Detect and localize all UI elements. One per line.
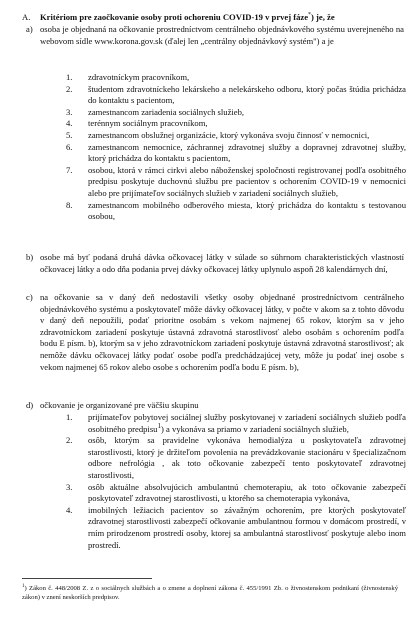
footnote-reference: 1: [157, 421, 162, 430]
list-item-text: študentom zdravotníckeho lekárskeho a nelekárskeho odboru, ktorý počas štúdia prichádza do kontaktu s pacientom,: [88, 83, 406, 106]
criterion-c-marker: c): [26, 292, 33, 302]
list-item-number: 4.: [66, 504, 73, 515]
list-item-text: prijímateľov pobytovej sociálnej služby poskytovanej v zariadení sociálnych služieb podľa osobitného predpisu: [88, 412, 406, 434]
list-item-number: 4.: [66, 118, 73, 129]
list-item-text: zamestnancom zariadenia sociálnych služieb,: [88, 106, 245, 117]
list-item: [66, 72, 406, 84]
list-item-text: terénnym sociálnym pracovníkom,: [88, 118, 208, 129]
footnote: [22, 584, 398, 602]
criterion-b: [26, 252, 404, 275]
footnote-text: ) Zákon č. 448/2008 Z. z o sociálnych službách a o zmene a doplnení zákona č. 455/1991 Zb. o živnostenskom podnikaní (živnostenský zákon) v znení neskorších predpisov.: [22, 585, 398, 601]
section-title: Kritériom pre zaočkovanie osoby proti ochoreniu COVID-19 v prvej fáze: [40, 12, 309, 22]
list-item-text: osôb, ktorým sa pravidelne vykonáva hemodialýza u poskytovateľa zdravotnej starostlivosti, ktorý je držiteľom povolenia na prevádzkovanie stacionáru v špecializačnom odbore nefrológia , ak toto očkovanie zabezpečí tento poskytovateľ zdravotnej starostlivosti,: [88, 435, 406, 480]
list-item: [66, 165, 406, 200]
criterion-c: [26, 292, 404, 373]
list-item: [66, 200, 406, 223]
list-item-number: 3.: [66, 106, 73, 117]
list-item-text: zamestnancom obslužnej organizácie, ktorý vykonáva svoju činnosť v nemocnici,: [88, 129, 370, 140]
list-item: [66, 142, 406, 165]
section-heading: [22, 12, 402, 24]
list-item-text: osobou, ktorá v rámci cirkvi alebo náboženskej spoločnosti registrovanej podľa osobitného predpisu poskytuje duchovnú službu pre pacientov s ochorením COVID-19 v nemocnici alebo pre prijímateľov sociálnych služieb v zariadení sociálnych služieb,: [88, 164, 406, 198]
criterion-c-text: na očkovanie sa v daný deň nedostavili všetky osoby objednané prostredníctvom centrálneho objednávkového systému a poskytovateľ môže dávky očkovacej látky, v počte v akom sa z tohto dôvodu v daný deň nepoužili, podať prioritne osobám s vekom najmenej 65 rokov, ktorým sa v jeho zdravotníckom zariadení poskytuje ústavná zdravotná starostlivosť alebo osobám s ochorením podľa bodu E písm. b), ktorým sa v jeho zdravotníckom zariadení poskytuje ústavná zdravotná starostlivosť; ak nemôže dávku očkovacej látky podať osobe podľa predchádzajúcej vety, môže ju podať inej osobe s vekom najmenej 65 rokov alebo osobe s ochorením podľa bodu E písm. b),: [40, 292, 404, 372]
section-label: A.: [22, 12, 31, 22]
footnote-marker: 1: [22, 583, 25, 589]
criterion-d-list: [66, 412, 406, 551]
criterion-d-intro: očkovanie je organizované pre väčšiu skupinu: [40, 400, 199, 410]
list-item-text: zamestnancom nemocnice, záchrannej zdravotnej služby a dopravnej zdravotnej služby, ktorý prichádza do kontaktu s pacientom,: [88, 141, 406, 164]
section-title-asterisk: *: [308, 12, 312, 19]
criterion-b-marker: b): [26, 252, 34, 262]
list-item: [66, 130, 406, 142]
criterion-b-text: osobe má byť podaná druhá dávka očkovacej látky v súlade so súhrnom charakteristických vlastností očkovacej látky a odo dňa podania prvej dávky očkovacej látky uplynulo aspoň 28 kalendárnych dní,: [40, 252, 404, 274]
criterion-a-marker: a): [26, 24, 33, 34]
list-item-number: 1.: [66, 72, 73, 82]
list-item-number: 5.: [66, 129, 73, 140]
section-title-tail: ) je, že: [311, 12, 335, 22]
list-item-text: zdravotníckym pracovníkom,: [88, 72, 190, 82]
criterion-a-intro: osoba je objednaná na očkovanie prostredníctvom centrálneho objednávkového systému uverejneného na webovom sídle www.korona.gov.sk (ďalej len „centrálny objednávkový systém") a je: [40, 24, 404, 46]
criterion-a: [26, 24, 404, 47]
list-item: [66, 505, 406, 551]
list-item-text-tail: ) a vykonáva sa priamo v zariadení sociálnych služieb,: [161, 423, 349, 434]
list-item: [66, 107, 406, 119]
list-item: [66, 482, 406, 505]
list-item: [66, 435, 406, 481]
list-item-text: osôb aktuálne absolvujúcich ambulantnú chemoterapiu, ak toto očkovanie zabezpečí poskytovateľ zdravotnej starostlivosti, u ktorého sa chemoterapia vykonáva,: [88, 481, 406, 504]
list-item-number: 6.: [66, 141, 73, 152]
list-item: [66, 412, 406, 435]
list-item-text: zamestnancom mobilného odberového miesta, ktorý prichádza do kontaktu s testovanou osobou,: [88, 199, 406, 222]
list-item-number: 3.: [66, 481, 73, 492]
list-item-number: 8.: [66, 199, 73, 210]
list-item-number: 1.: [66, 412, 73, 422]
list-item: [66, 118, 406, 130]
list-item-number: 2.: [66, 435, 73, 446]
list-item-text: imobilných ležiacich pacientov so závažným ochorením, pre ktorých poskytovateľ zdravotnej starostlivosti zabezpečí očkovanie ambulantnou formou v domácom prostredí, v rním prirodzenom prostredí osoby, ktorej sa ambulantná starostlivosť poskytuje alebo inom prostredí.: [88, 504, 406, 550]
list-item: [66, 84, 406, 107]
footnote-divider: [22, 578, 152, 579]
criterion-d: [26, 400, 404, 412]
criterion-d-marker: d): [26, 400, 34, 410]
list-item-number: 2.: [66, 83, 73, 94]
list-item-number: 7.: [66, 164, 73, 175]
criterion-a-list: [66, 72, 406, 223]
